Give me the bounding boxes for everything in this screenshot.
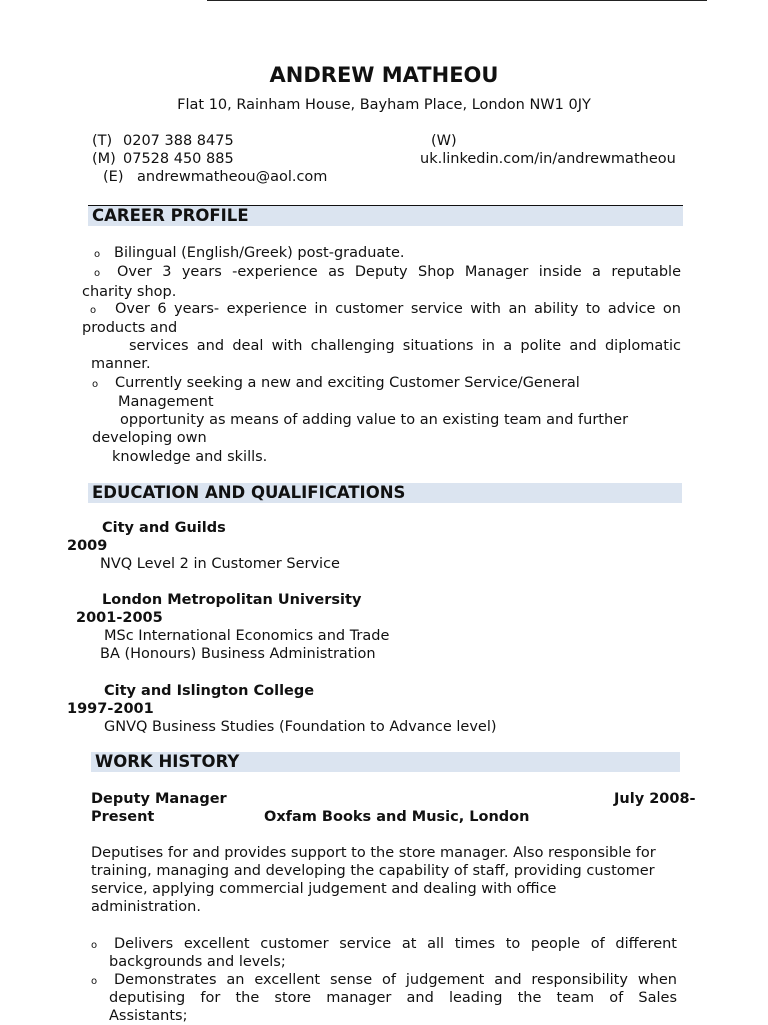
career-bullet-4-line-1: Currently seeking a new and exciting Customer Service/General [115, 375, 580, 391]
work-bullet-2-line-2: deputising for the store manager and leading the team of Sales [109, 990, 677, 1006]
work-bullet-2-line-3: Assistants; [109, 1008, 188, 1024]
work-bullet-1-line-1: Delivers excellent customer service at all times to people of different [114, 936, 677, 952]
career-bullet-3-line-1: Over 6 years- experience in customer service with an ability to advice on [115, 301, 681, 317]
bullet-icon: o [94, 268, 101, 279]
bullet-icon: o [90, 305, 97, 316]
career-bullet-2-line-1: Over 3 years -experience as Deputy Shop Manager inside a reputable [117, 264, 681, 280]
career-bullet-3-line-3: services and deal with challenging situations in a polite and diplomatic [129, 338, 681, 354]
bullet-icon: o [91, 976, 98, 987]
job-description-line-3: service, applying commercial judgement and dealing with office [91, 881, 557, 897]
career-bullet-4-line-2: Management [118, 394, 214, 410]
mobile-value: 07528 450 885 [123, 151, 234, 167]
education-3-year: 1997-2001 [67, 701, 154, 717]
career-section-heading: CAREER PROFILE [88, 206, 683, 226]
tel-label: (T) [92, 133, 113, 149]
work-bullet-2-line-1: Demonstrates an excellent sense of judgement and responsibility when [114, 972, 677, 988]
mobile-label: (M) [92, 151, 116, 167]
career-bullet-4-line-3: opportunity as means of adding value to an existing team and further [120, 412, 629, 428]
bullet-icon: o [94, 249, 101, 260]
job-description-line-2: training, managing and developing the capability of staff, providing customer [91, 863, 655, 879]
education-1-school: City and Guilds [102, 520, 226, 536]
work-bullet-1-line-2: backgrounds and levels; [109, 954, 286, 970]
career-bullet-4-line-4: developing own [92, 430, 207, 446]
career-bullet-1: Bilingual (English/Greek) post-graduate. [114, 245, 405, 261]
job-date-end: Present [91, 809, 155, 825]
career-bullet-3-line-4: manner. [91, 356, 151, 372]
career-bullet-2-line-2: charity shop. [82, 284, 177, 300]
career-bullet-3-line-2: products and [82, 320, 178, 336]
education-2-qualification-2: BA (Honours) Business Administration [100, 646, 376, 662]
education-2-qualification-1: MSc International Economics and Trade [104, 628, 390, 644]
education-section-heading: EDUCATION AND QUALIFICATIONS [88, 483, 682, 503]
web-label: (W) [431, 133, 457, 149]
job-date-start: July 2008- [614, 791, 696, 807]
email-label: (E) [103, 169, 124, 185]
job-description-line-4: administration. [91, 899, 201, 915]
job-description-line-1: Deputises for and provides support to the store manager. Also responsible for [91, 845, 656, 861]
email-value[interactable]: andrewmatheou@aol.com [137, 169, 328, 185]
career-bullet-4-line-5: knowledge and skills. [112, 449, 268, 465]
candidate-name: ANDREW MATHEOU [269, 63, 499, 87]
work-section-heading: WORK HISTORY [91, 752, 680, 772]
job-employer: Oxfam Books and Music, London [264, 809, 530, 825]
education-3-school: City and Islington College [104, 683, 315, 699]
linkedin-link[interactable]: uk.linkedin.com/in/andrewmatheou [420, 151, 676, 167]
education-2-school: London Metropolitan University [102, 592, 362, 608]
education-3-qualification: GNVQ Business Studies (Foundation to Advance level) [104, 719, 497, 735]
address: Flat 10, Rainham House, Bayham Place, London NW1 0JY [177, 97, 591, 113]
bullet-icon: o [92, 379, 99, 390]
job-role: Deputy Manager [91, 791, 227, 807]
education-1-year: 2009 [67, 538, 108, 554]
education-2-year: 2001-2005 [76, 610, 163, 626]
education-1-qualification: NVQ Level 2 in Customer Service [100, 556, 340, 572]
top-rule [207, 0, 707, 1]
bullet-icon: o [91, 940, 98, 951]
tel-value: 0207 388 8475 [123, 133, 234, 149]
